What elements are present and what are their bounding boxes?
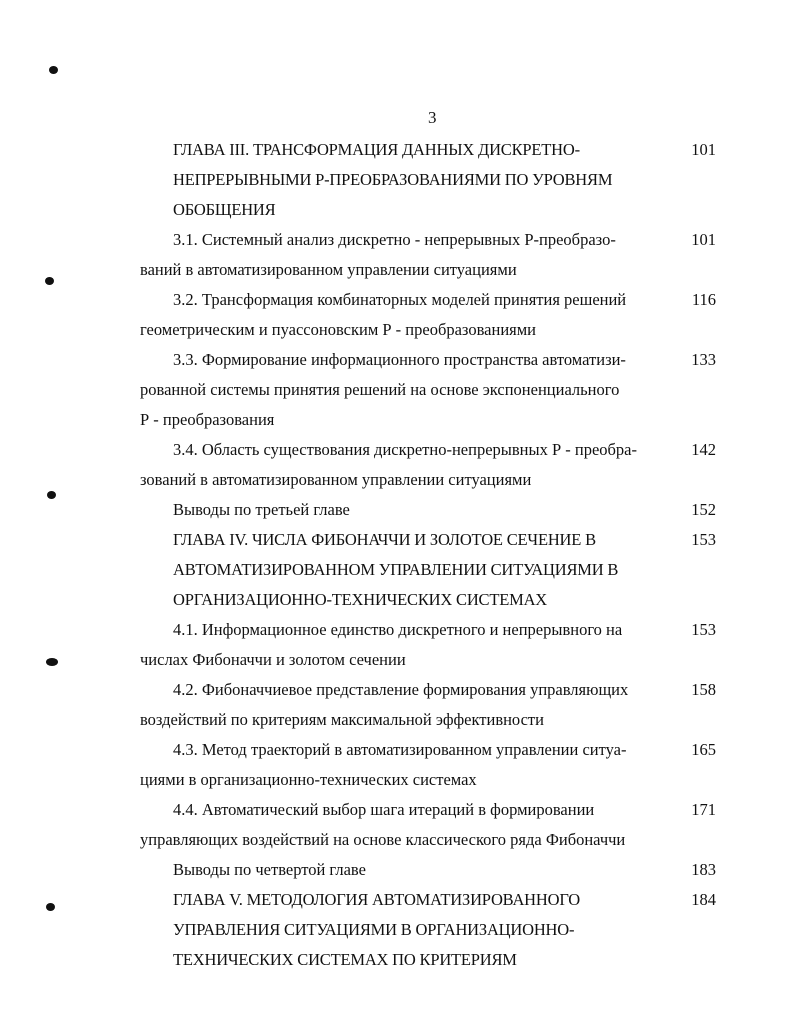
toc-line: рованной системы принятия решений на основе экспоненциального	[140, 380, 620, 399]
toc-line: 3.2. Трансформация комбинаторных моделей принятия решений	[173, 290, 627, 309]
toc-page-number: 116	[691, 290, 716, 309]
toc-page-number: 171	[691, 800, 716, 819]
toc-page-number: 101	[691, 140, 716, 159]
toc-line: УПРАВЛЕНИЯ СИТУАЦИЯМИ В ОРГАНИЗАЦИОННО-	[173, 920, 575, 939]
punch-hole-1	[49, 66, 58, 74]
toc-page-number: 152	[691, 500, 716, 519]
toc-page-number: 153	[691, 530, 716, 549]
toc-line: Выводы по четвертой главе	[173, 860, 366, 879]
toc-page-number: 184	[691, 890, 716, 909]
toc-line: ваний в автоматизированном управлении ситуациями	[140, 260, 517, 279]
toc-line: ГЛАВА V. МЕТОДОЛОГИЯ АВТОМАТИЗИРОВАННОГО	[173, 890, 580, 909]
toc-line: 3.1. Системный анализ дискретно - непрерывных Р-преобразо-	[173, 230, 616, 249]
toc-page-number: 183	[691, 860, 716, 879]
page-number: 3	[428, 108, 437, 127]
toc-page-number: 158	[691, 680, 716, 699]
toc-line: воздействий по критериям максимальной эффективности	[140, 710, 544, 729]
toc-line: Выводы по третьей главе	[173, 500, 350, 519]
toc-line: ОРГАНИЗАЦИОННО-ТЕХНИЧЕСКИХ СИСТЕМАХ	[173, 590, 548, 609]
punch-hole-5	[46, 903, 55, 911]
toc-line: зований в автоматизированном управлении ситуациями	[140, 470, 532, 489]
toc-line: управляющих воздействий на основе классического ряда Фибоначчи	[140, 830, 626, 849]
toc-line: АВТОМАТИЗИРОВАННОМ УПРАВЛЕНИИ СИТУАЦИЯМИ В	[173, 560, 619, 579]
toc-line: 4.4. Автоматический выбор шага итераций в формировании	[173, 800, 595, 819]
toc-page-number: 133	[691, 350, 716, 369]
toc-line: 4.2. Фибоначчиевое представление формирования управляющих	[173, 680, 629, 699]
toc-line: циями в организационно-технических системах	[140, 770, 477, 789]
toc-page-number: 101	[691, 230, 716, 249]
punch-hole-2	[45, 277, 54, 285]
toc-line: 4.1. Информационное единство дискретного и непрерывного на	[173, 620, 623, 639]
toc-line: 4.3. Метод траекторий в автоматизированном управлении ситуа-	[173, 740, 627, 759]
toc-line: числах Фибоначчи и золотом сечении	[140, 650, 406, 669]
toc-line: ГЛАВА IV. ЧИСЛА ФИБОНАЧЧИ И ЗОЛОТОЕ СЕЧЕНИЕ В	[173, 530, 596, 549]
toc-line: ГЛАВА III. ТРАНСФОРМАЦИЯ ДАННЫХ ДИСКРЕТНО-	[173, 140, 580, 159]
toc-line: ТЕХНИЧЕСКИХ СИСТЕМАХ ПО КРИТЕРИЯМ	[173, 950, 517, 969]
punch-hole-4	[46, 658, 58, 666]
toc-page-number: 165	[691, 740, 716, 759]
toc-page-number: 142	[691, 440, 716, 459]
toc-line: Р - преобразования	[140, 410, 275, 429]
toc-line: ОБОБЩЕНИЯ	[173, 200, 276, 219]
toc-line: НЕПРЕРЫВНЫМИ Р-ПРЕОБРАЗОВАНИЯМИ ПО УРОВНЯМ	[173, 170, 613, 189]
punch-hole-3	[47, 491, 56, 499]
toc-line: 3.4. Область существования дискретно-непрерывных Р - преобра-	[173, 440, 637, 459]
toc-line: 3.3. Формирование информационного пространства автоматизи-	[173, 350, 626, 369]
toc-line: геометрическим и пуассоновским Р - преобразованиями	[140, 320, 537, 339]
toc-page-number: 153	[691, 620, 716, 639]
